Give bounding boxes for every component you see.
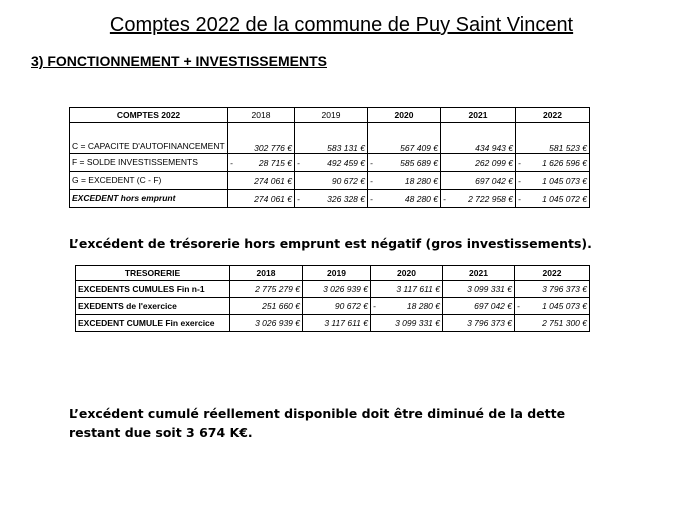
tresorerie-header-label: TRESORERIE [76,266,230,281]
tresorerie-value-cell [515,298,590,315]
amount-value: 274 061 € [254,193,292,204]
comptes-row-label: EXCEDENT hors emprunt [70,190,228,208]
comptes-value-cell [516,190,590,208]
comptes-value-cell [228,154,295,172]
comptes-value-cell [295,154,368,172]
comptes-header-2021: 2021 [441,108,516,123]
tresorerie-row-label: EXCEDENTS CUMULES Fin n-1 [76,281,230,298]
amount-value: 3 796 373 € [542,284,587,294]
tresorerie-header-2019: 2019 [303,266,371,281]
amount-value: 3 026 939 € [255,318,300,328]
comptes-value-cell [441,172,516,190]
tresorerie-value-cell [443,281,515,298]
comptes-value-cell [516,123,590,154]
comptes-value-cell [228,190,295,208]
amount-value: 697 042 € [475,175,513,186]
comptes-row [70,123,590,154]
sign-marker: - [517,301,520,311]
amount-value: 18 280 € [404,175,438,186]
tresorerie-value-cell [230,281,303,298]
amount-value: 251 660 € [262,301,300,311]
comptes-header-2019: 2019 [295,108,368,123]
paragraph-dette-note: L’excédent cumulé réellement disponible doit être diminué de la dette restant due soit 3 674 K€. [69,406,566,440]
comptes-value-cell [295,123,368,154]
comptes-row-label: C = CAPACITE D'AUTOFINANCEMENT [70,123,228,154]
amount-value: 3 099 331 € [395,318,440,328]
comptes-value-cell [228,123,295,154]
amount-value: 3 796 373 € [467,318,512,328]
amount-value: 90 672 € [331,175,365,186]
section-heading: 3) FONCTIONNEMENT + INVESTISSEMENTS [31,53,327,69]
document-title: Comptes 2022 de la commune de Puy Saint Vincent [109,14,574,36]
amount-value: 697 042 € [474,301,512,311]
paragraph-tresorerie-note: L’excédent de trésorerie hors emprunt est négatif (gros investissements). [69,236,592,251]
comptes-header-2022: 2022 [516,108,590,123]
amount-value: 274 061 € [254,175,292,186]
sign-marker: - [373,301,376,311]
comptes-value-cell [441,190,516,208]
comptes-value-cell [368,190,441,208]
sign-marker: - [370,157,373,168]
comptes-value-cell [516,172,590,190]
tresorerie-row [76,281,590,298]
sign-marker: - [518,157,521,168]
tresorerie-value-cell [515,281,590,298]
comptes-table [69,107,590,208]
amount-value: 492 459 € [327,157,365,168]
tresorerie-table [75,265,590,332]
comptes-value-cell [295,190,368,208]
comptes-header-2020: 2020 [368,108,441,123]
sign-marker: - [518,193,521,204]
amount-value: 262 099 € [475,157,513,168]
comptes-value-cell [368,172,441,190]
amount-value: 1 045 073 € [542,175,587,186]
amount-value: 1 626 596 € [542,157,587,168]
tresorerie-value-cell [443,315,515,332]
amount-value: 48 280 € [404,193,438,204]
comptes-value-cell [441,123,516,154]
amount-value: 583 131 € [327,143,365,153]
amount-value: 1 045 072 € [542,193,587,204]
amount-value: 2 751 300 € [542,318,587,328]
sign-marker: - [297,193,300,204]
amount-value: 2 775 279 € [255,284,300,294]
comptes-header-label: COMPTES 2022 [70,108,228,123]
sign-marker: - [230,157,233,168]
tresorerie-header-2021: 2021 [443,266,515,281]
amount-value: 2 722 958 € [468,193,513,204]
tresorerie-value-cell [303,315,371,332]
amount-value: 326 328 € [327,193,365,204]
tresorerie-value-cell [371,298,443,315]
tresorerie-header-2018: 2018 [230,266,303,281]
comptes-row [70,190,590,208]
tresorerie-row [76,298,590,315]
comptes-value-cell [368,123,441,154]
tresorerie-value-cell [371,315,443,332]
tresorerie-row-label: EXEDENTS de l'exercice [76,298,230,315]
comptes-value-cell [295,172,368,190]
tresorerie-value-cell [303,298,371,315]
tresorerie-value-cell [230,315,303,332]
tresorerie-header-2022: 2022 [515,266,590,281]
amount-value: 585 689 € [400,157,438,168]
amount-value: 302 776 € [254,143,292,153]
tresorerie-value-cell [515,315,590,332]
amount-value: 18 280 € [406,301,440,311]
comptes-value-cell [228,172,295,190]
tresorerie-header-row [76,266,590,281]
comptes-value-cell [441,154,516,172]
amount-value: 581 523 € [549,143,587,153]
sign-marker: - [518,175,521,186]
tresorerie-header-2020: 2020 [371,266,443,281]
tresorerie-value-cell [443,298,515,315]
comptes-row-label: G = EXCEDENT (C - F) [70,172,228,190]
amount-value: 3 117 611 € [396,284,440,294]
sign-marker: - [370,175,373,186]
tresorerie-row [76,315,590,332]
amount-value: 90 672 € [334,301,368,311]
sign-marker: - [297,157,300,168]
amount-value: 567 409 € [400,143,438,153]
comptes-value-cell [516,154,590,172]
tresorerie-row-label: EXCEDENT CUMULE Fin exercice [76,315,230,332]
comptes-header-row [70,108,590,123]
comptes-row [70,154,590,172]
tresorerie-value-cell [371,281,443,298]
amount-value: 3 117 611 € [324,318,368,328]
amount-value: 3 099 331 € [467,284,512,294]
amount-value: 28 715 € [258,157,292,168]
amount-value: 1 045 073 € [542,301,587,311]
comptes-row [70,172,590,190]
amount-value: 434 943 € [475,143,513,153]
comptes-value-cell [368,154,441,172]
tresorerie-value-cell [230,298,303,315]
sign-marker: - [370,193,373,204]
tresorerie-value-cell [303,281,371,298]
sign-marker: - [443,193,446,204]
comptes-row-label: F = SOLDE INVESTISSEMENTS [70,154,228,172]
comptes-header-2018: 2018 [228,108,295,123]
amount-value: 3 026 939 € [323,284,368,294]
